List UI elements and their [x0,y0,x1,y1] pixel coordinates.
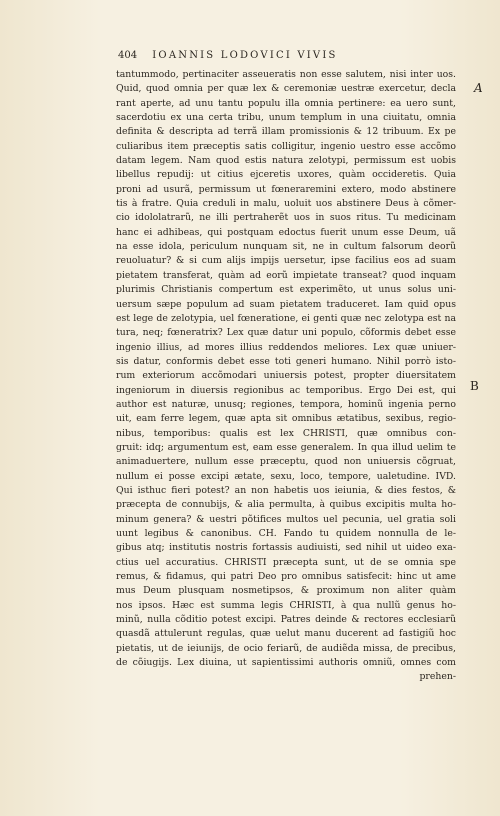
text-line: Quid, quod omnia per quæ lex & ceremoniæ uestræ exercetur, decla [116,83,456,95]
text-line: rant aperte, ad unu tantu populu illa omnia pertinere: ea uero sunt, [116,97,456,109]
text-line: uit, eam ferre legem, quæ apta sit omnibus ætatibus, sexibus, regio- [116,413,456,425]
text-line: ctius uel accuratius. CHRISTI præcepta sunt, ut de se omnia spe [116,556,456,568]
text-line: cio idololatrarũ, ne illi pertraherẽt uos in suos ritus. Tu medicinam [116,212,456,224]
text-line: nibus, temporibus: qualis est lex CHRISTI, quæ omnibus con- [116,427,456,439]
text-line: est lege de zelotypia, uel fœneratione, ei genti quæ nec zelotypa est na [116,312,456,324]
page-header [118,50,338,61]
text-line: minũ, nulla cõditio potest excipi. Patres deinde & rectores ecclesiarũ [116,614,456,626]
text-line: quasdã attulerunt regulas, quæ uelut manu ducerent ad fastigiũ hoc [116,628,456,640]
text-line: plurimis Christianis compertum est experimẽto, ut unus solus uni- [116,284,456,296]
margin-mark-a: A [474,81,483,95]
text-line: sacerdotiu ex una certa tribu, unum templum in una ciuitatu, omnia [116,112,456,124]
text-line: sis datur, conformis debet esse toti generi humano. Nihil porrò isto- [116,355,456,367]
text-line: proni ad usurã, permissum ut fœneraremini extero, modo abstinere [116,183,456,195]
text-line: tura, neq; fœneratrix? Lex quæ datur uni populo, cõformis debet esse [116,327,456,339]
text-line: uersum sæpe populum ad suam pietatem traduceret. Iam quid opus [116,298,456,310]
body-text [116,68,456,685]
text-line: datam legem. Nam quod estis natura zelotypi, permissum est uobis [116,155,456,167]
text-line: Qui isthuc fieri potest? an non habetis uos ieiunia, & dies festos, & [116,484,456,496]
text-line: gibus atq; institutis nostris fortassis audiuisti, sed nihil ut uideo exa- [116,542,456,554]
text-line: mus Deum plusquam nosmetipsos, & proximum non aliter quàm [116,585,456,597]
text-line: libellus repudij: ut citius ejceretis uxores, quàm occideretis. Quia [116,169,456,181]
text-line: ingenio illius, ad mores illius reddendos meliores. Lex quæ uniuer- [116,341,456,353]
text-line: definita & descripta ad terrã illam promissionis & 12 tribuum. Ex pe [116,126,456,138]
running-title: IOANNIS LODOVICI VIVIS [152,50,338,61]
text-line: nos ipsos. Hæc est summa legis CHRISTI, à qua nullũ genus ho- [116,599,456,611]
text-line: reuoluatur? & si cum alijs impijs uersetur, ipse facilius eos ad suam [116,255,456,267]
text-line: hanc ei adhibeas, qui postquam edoctus fuerit unum esse Deum, uã [116,226,456,238]
text-line: gruit: idq; argumentum est, eam esse generalem. In qua illud uelim te [116,441,456,453]
text-line: prehen- [419,671,456,683]
text-line: author est naturæ, unusq; regiones, tempora, hominũ ingenia perno [116,398,456,410]
text-line: uunt legibus & canonibus. CH. Fando tu quidem nonnulla de le- [116,528,456,539]
text-line: de cõiugijs. Lex diuina, ut sapientissimi authoris omniũ, omnes com [116,657,456,669]
text-line: pietatis, ut de ieiunijs, de ocio feriarũ, de audiẽda missa, de precibus, [116,642,456,654]
text-line: culiaribus item præceptis satis colligitur, ingenio uestro esse accõmo [116,140,456,152]
text-line: remus, & fidamus, qui patri Deo pro omnibus satisfecit: hinc ut ame [116,571,456,583]
text-line: ingeniorum in diuersis regionibus ac temporibus. Ergo Dei est, qui [116,384,456,396]
text-line: tantummodo, pertinaciter asseueratis non esse salutem, nisi inter uos. [116,69,456,80]
text-line: minum genera? & uestri põtifices multos uel pecunia, uel gratia soli [116,513,456,525]
text-line: na esse idola, periculum nunquam sit, ne in cultum falsorum deorũ [116,241,456,253]
text-line: tis à fratre. Quia creduli in malu, uoluit uos abstinere Deus à cõmer- [116,198,456,210]
page-number: 404 [118,50,138,61]
text-line: animaduertere, nullum esse præceptu, quod non uniuersis cõgruat, [116,456,456,468]
text-line: præcepta de connubijs, & alia permulta, à quibus excipitis multa ho- [116,499,456,511]
text-line: rum exteriorum accõmodari uniuersis potest, propter diuersitatem [116,370,456,382]
margin-mark-b: B [470,379,479,393]
text-line: nullum ei posse excipi ætate, sexu, loco, tempore, ualetudine. IVD. [116,470,456,482]
text-line: pietatem transferat, quàm ad eorũ impietate transeat? quod inquam [116,269,456,281]
